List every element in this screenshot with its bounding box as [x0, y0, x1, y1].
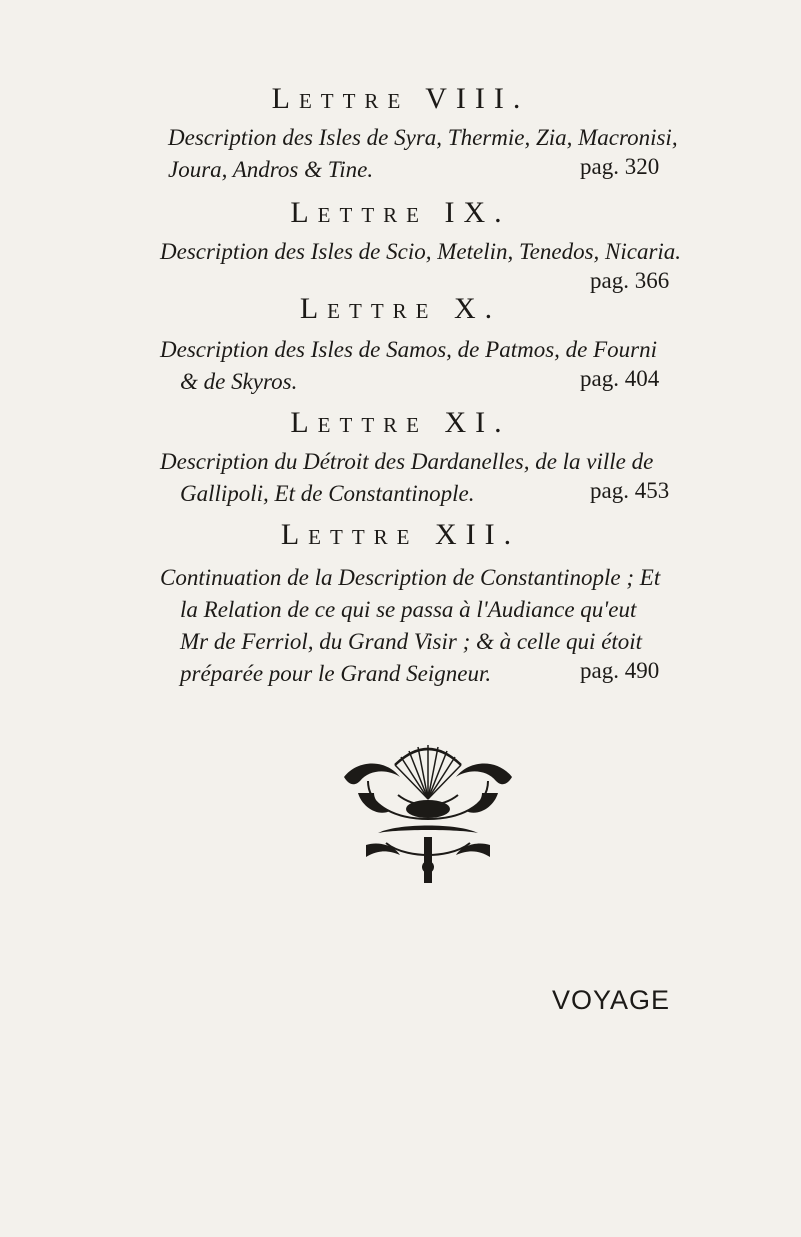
description-line: Description du Détroit des Dardanelles, de la ville de	[160, 449, 654, 474]
description-line: préparée pour le Grand Seigneur.	[180, 661, 492, 686]
page-reference: pag. 404	[580, 366, 660, 391]
page-reference: pag. 320	[580, 154, 660, 179]
page-reference: pag. 453	[590, 478, 670, 503]
description-line: Continuation de la Description de Constantinople ; Et	[160, 565, 661, 590]
description-line: Gallipoli, Et de Constantinople.	[180, 481, 475, 506]
page-reference: pag. 366	[590, 268, 670, 293]
ornament-icon	[338, 737, 518, 887]
description-line: Description des Isles de Scio, Metelin, Tenedos, Nicaria.	[160, 239, 682, 264]
description-line: Description des Isles de Syra, Thermie, Zia, Macronisi,	[168, 125, 678, 150]
description-line: Joura, Andros & Tine.	[168, 157, 374, 182]
page-reference: pag. 490	[580, 658, 660, 683]
description-line: la Relation de ce qui se passa à l'Audiance qu'eut	[180, 597, 637, 622]
description-line: & de Skyros.	[180, 369, 298, 394]
catchword: VOYAGE	[552, 985, 671, 1015]
description-line: Description des Isles de Samos, de Patmos, de Fourni	[160, 337, 657, 362]
letter-heading: Lettre XII.	[280, 518, 521, 551]
letter-heading: Lettre IX.	[290, 196, 511, 229]
letter-heading: Lettre X.	[299, 292, 502, 325]
letter-description	[160, 236, 680, 268]
letter-heading: Lettre XI.	[290, 406, 511, 439]
letter-heading: Lettre VIII.	[271, 82, 530, 115]
description-line: Mr de Ferriol, du Grand Visir ; & à celle qui étoit	[180, 629, 643, 654]
